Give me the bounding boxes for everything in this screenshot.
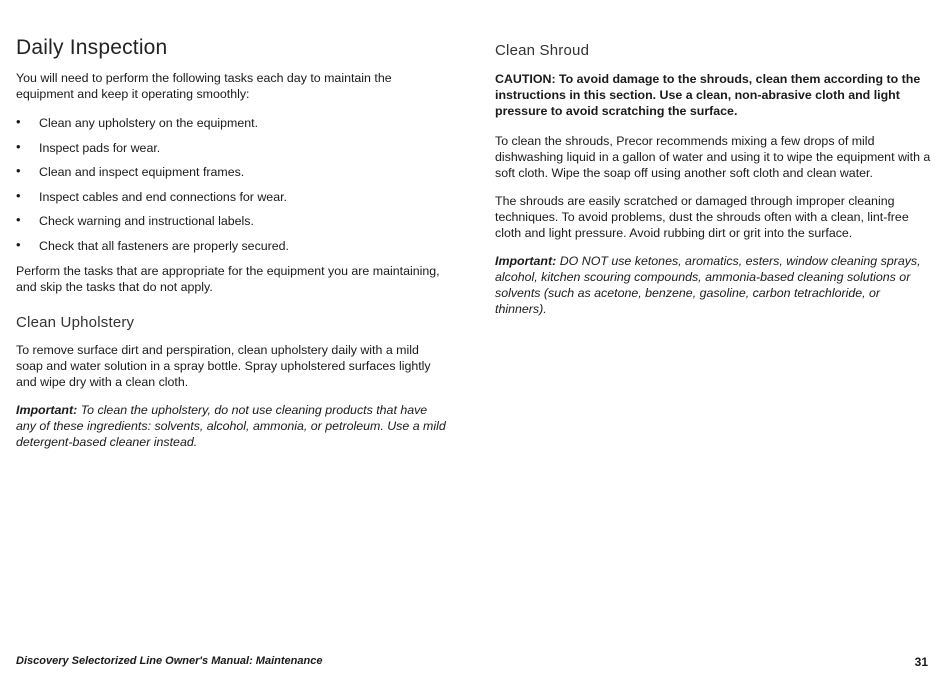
list-item: • Inspect cables and end connections for wear. <box>16 187 287 204</box>
clean-upholstery-heading: Clean Upholstery <box>16 314 135 331</box>
list-item: • Check warning and instructional labels. <box>16 212 254 229</box>
clean-shroud-heading: Clean Shroud <box>495 42 590 59</box>
list-item: • Check that all fasteners are properly secured. <box>16 236 290 253</box>
upholstery-paragraph: To remove surface dirt and perspiration, clean upholstery daily with a mild soap and water solution in a spray bottle. Spray upholstered surfaces lightly and wipe dry with a clean cloth. <box>16 343 431 389</box>
footer-title: Discovery Selectorized Line Owner's Manual: Maintenance <box>16 655 323 667</box>
outro-paragraph: Perform the tasks that are appropriate for the equipment you are maintaining, and skip the tasks that do not apply. <box>16 264 440 294</box>
caution-paragraph: CAUTION: To avoid damage to the shrouds, clean them according to the instructions in this section. Use a clean, non-abrasive cloth and light pressure to avoid scratching the surface. <box>495 72 921 118</box>
shroud-paragraph-2: The shrouds are easily scratched or damaged through improper cleaning techniques. To avoid problems, dust the shrouds often with a clean, lint-free cloth and light pressure. Avoid rubbing dirt or grit into the surface. <box>495 194 909 240</box>
page-number: 31 <box>914 655 928 669</box>
list-item: • Clean and inspect equipment frames. <box>16 163 245 180</box>
daily-task-list <box>16 115 448 263</box>
list-item: • Inspect pads for wear. <box>16 138 161 155</box>
important-text: To clean the upholstery, do not use cleaning products that have any of these ingredients: solvents, alcohol, ammonia, or petroleum. Use a mild detergent-based cleaner instead. <box>16 403 446 449</box>
list-item: • Clean any upholstery on the equipment. <box>16 114 259 130</box>
important-label: Important: <box>495 254 557 268</box>
intro-paragraph: You will need to perform the following tasks each day to maintain the equipment and keep it operating smoothly: <box>16 71 392 101</box>
upholstery-important-note <box>16 402 448 450</box>
page-title: Daily Inspection <box>16 36 168 59</box>
important-label: Important: <box>16 403 78 417</box>
shroud-important-note <box>495 253 931 317</box>
important-text: DO NOT use ketones, aromatics, esters, window cleaning sprays, alcohol, kitchen scouring compounds, ammonia-based cleaning solutions or solvents (such as acetone, benzene, gasoline, carbon tetrachloride, or thinners). <box>495 254 921 316</box>
shroud-paragraph-1: To clean the shrouds, Precor recommends mixing a few drops of mild dishwashing liquid in a gallon of water and using it to wipe the equipment with a soft cloth. Wipe the soap off using another soft cloth and clean water. <box>495 134 931 180</box>
